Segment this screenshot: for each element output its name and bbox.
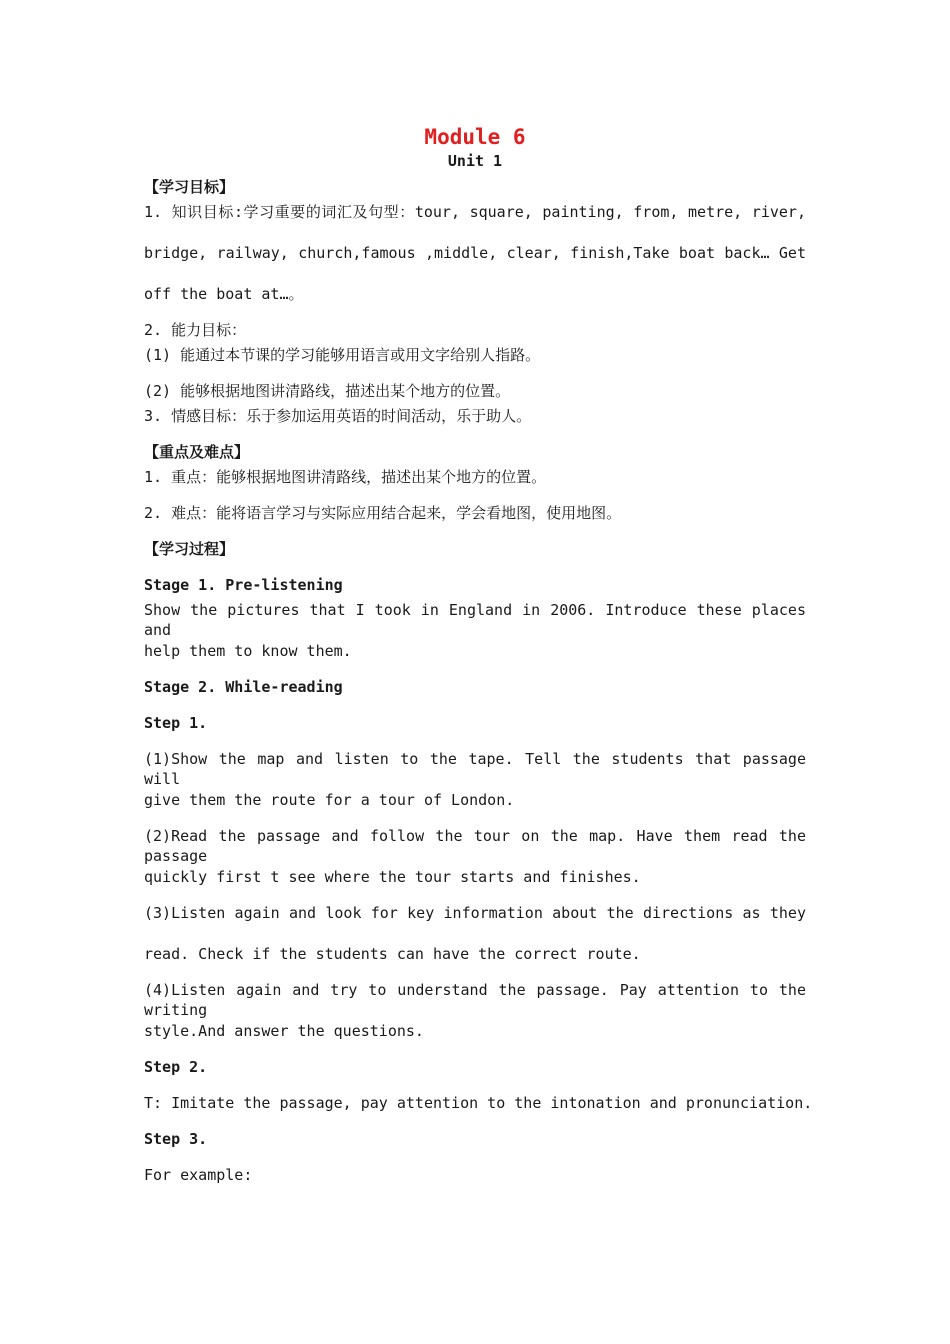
step-1-item-1-line-1: (1)Show the map and listen to the tape. Tell the students that passage will bbox=[144, 750, 806, 788]
keypoints-heading: 【重点及难点】 bbox=[144, 443, 250, 461]
keypoint-1: 1. 重点：能够根据地图讲清路线，描述出某个地方的位置。 bbox=[144, 468, 547, 486]
document-title: Module 6 bbox=[424, 125, 526, 149]
document-subtitle: Unit 1 bbox=[447, 152, 503, 170]
step-3-text: For example: bbox=[144, 1166, 253, 1184]
keypoint-2: 2. 难点：能将语言学习与实际应用结合起来，学会看地图，使用地图。 bbox=[144, 504, 622, 522]
step-1-item-2-line-1: (2)Read the passage and follow the tour on the map. Have them read the passage bbox=[144, 827, 806, 865]
objective-1-line-3: off the boat at…。 bbox=[144, 285, 304, 303]
step-1-item-2-line-2: quickly first t see where the tour starts and finishes. bbox=[144, 868, 641, 886]
stage-1-line-1: Show the pictures that I took in England in 2006. Introduce these places and bbox=[144, 601, 806, 639]
process-heading: 【学习过程】 bbox=[144, 540, 235, 558]
stage-2-title: Stage 2. While-reading bbox=[144, 678, 343, 696]
stage-1-title: Stage 1. Pre-listening bbox=[144, 576, 343, 594]
objective-1-line-1: 1. 知识目标:学习重要的词汇及句型：tour, square, painting, from, metre, river, bbox=[144, 203, 806, 221]
step-2-title: Step 2. bbox=[144, 1058, 208, 1076]
objective-3: 3. 情感目标：乐于参加运用英语的时间活动，乐于助人。 bbox=[144, 407, 532, 425]
step-1-item-1-line-2: give them the route for a tour of London. bbox=[144, 791, 515, 809]
objectives-heading: 【学习目标】 bbox=[144, 178, 235, 196]
objective-2: 2. 能力目标： bbox=[144, 321, 247, 339]
step-1-item-4-line-1: (4)Listen again and try to understand the passage. Pay attention to the writing bbox=[144, 981, 806, 1019]
step-2-text: T: Imitate the passage, pay attention to the intonation and pronunciation. bbox=[144, 1094, 813, 1112]
stage-1-line-2: help them to know them. bbox=[144, 642, 352, 660]
objective-1-line-2: bridge, railway, church,famous ,middle, clear, finish,Take boat back… Get bbox=[144, 244, 806, 262]
step-1-title: Step 1. bbox=[144, 714, 208, 732]
step-1-item-3-line-1: (3)Listen again and look for key information about the directions as they bbox=[144, 904, 806, 922]
step-3-title: Step 3. bbox=[144, 1130, 208, 1148]
step-1-item-4-line-2: style.And answer the questions. bbox=[144, 1022, 424, 1040]
objective-2-1: (1) 能通过本节课的学习能够用语言或用文字给别人指路。 bbox=[144, 346, 541, 364]
objective-2-2: (2) 能够根据地图讲清路线，描述出某个地方的位置。 bbox=[144, 382, 511, 400]
step-1-item-3-line-2: read. Check if the students can have the correct route. bbox=[144, 945, 641, 963]
